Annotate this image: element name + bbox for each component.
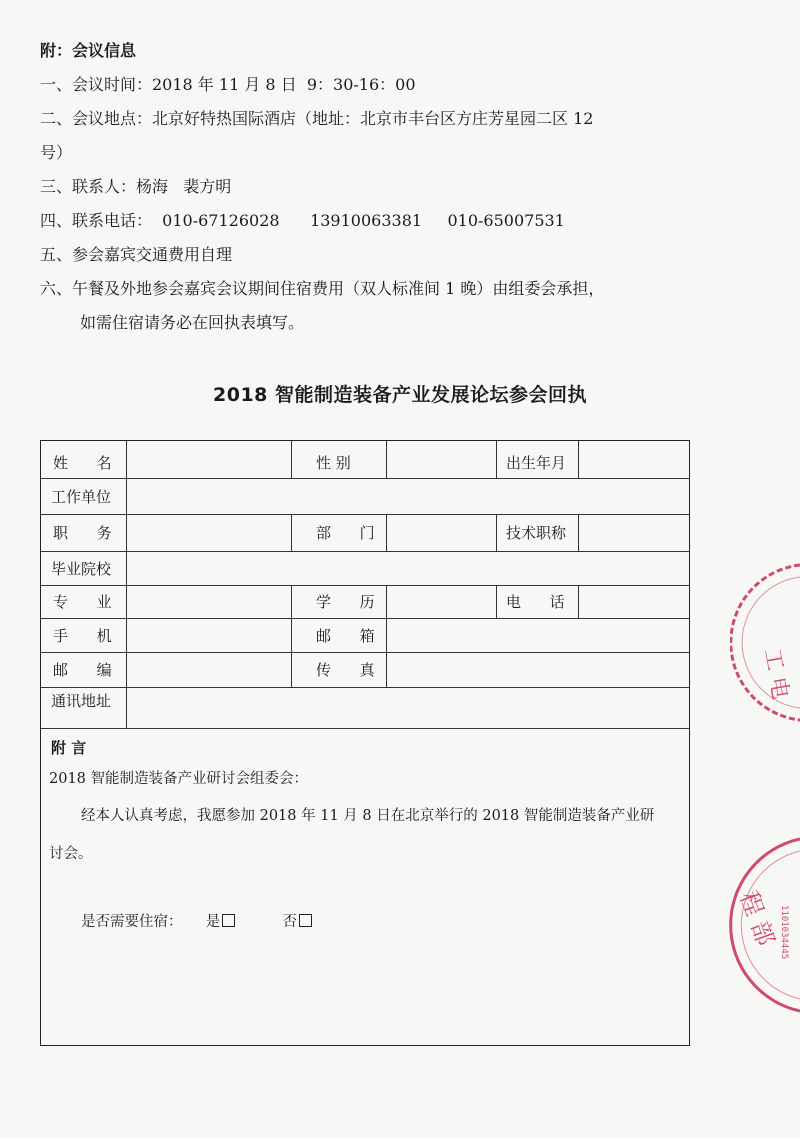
info-contacts: 三、联系人：杨海 裴方明 <box>40 177 232 196</box>
fuyan-addressee: 2018 智能制造装备产业研讨会组委会： <box>49 771 309 787</box>
lodging-yes-label: 是 <box>205 914 221 930</box>
row-divider <box>41 728 689 729</box>
label-phone: 电 话 <box>506 593 565 611</box>
address-field[interactable] <box>127 687 689 728</box>
label-position: 职 务 <box>53 524 112 542</box>
label-postcode: 邮 编 <box>53 661 112 679</box>
col-divider <box>496 514 497 551</box>
info-time: 一、会议时间：2018 年 11 月 8 日 9：30-16：00 <box>40 75 416 94</box>
lodging-yes-checkbox[interactable] <box>222 914 235 927</box>
seal-number: 1101034445 <box>779 905 789 960</box>
meeting-info <box>40 34 760 340</box>
fuyan-heading: 附 言 <box>51 739 87 757</box>
col-divider <box>291 514 292 551</box>
red-seal-stamp-bottom <box>700 835 800 1015</box>
label-address: 通讯地址 <box>51 692 112 710</box>
col-divider <box>496 585 497 618</box>
gender-field[interactable] <box>387 441 496 478</box>
work-unit-field[interactable] <box>127 478 689 514</box>
info-travel: 五、参会嘉宾交通费用自理 <box>40 245 233 264</box>
fuyan-body-line1: 经本人认真考虑，我愿参加 2018 年 11 月 8 日在北京举行的 2018 智能制造装备产业研 <box>81 808 655 824</box>
label-school: 毕业院校 <box>51 560 112 578</box>
name-field[interactable] <box>127 441 291 478</box>
form-title: 2018 智能制造装备产业发展论坛参会回执 <box>213 384 587 406</box>
label-name: 姓 名 <box>53 454 112 472</box>
info-lodging-cont: 如需住宿请务必在回执表填写。 <box>80 313 305 332</box>
info-phones: 四、联系电话： 010-67126028 13910063381 010-65007531 <box>40 211 565 230</box>
department-field[interactable] <box>387 514 496 551</box>
label-major: 专 业 <box>53 593 112 611</box>
email-field[interactable] <box>387 618 689 652</box>
registration-form <box>40 440 690 1046</box>
lodging-no-label: 否 <box>282 914 297 930</box>
postcode-field[interactable] <box>127 652 291 687</box>
red-seal-stamp-top <box>730 555 800 730</box>
label-education: 学 历 <box>316 593 375 611</box>
position-field[interactable] <box>127 514 291 551</box>
birth-date-field[interactable] <box>579 441 689 478</box>
fax-field[interactable] <box>387 652 689 687</box>
phone-field[interactable] <box>579 585 689 618</box>
fuyan-body-line2: 讨会。 <box>49 846 93 862</box>
label-mobile: 手 机 <box>53 627 112 645</box>
lodging-question <box>81 909 312 935</box>
tech-title-field[interactable] <box>579 514 689 551</box>
label-tech-title: 技术职称 <box>506 524 567 542</box>
info-heading: 附：会议信息 <box>40 41 137 60</box>
col-divider <box>291 585 292 687</box>
label-fax: 传 真 <box>316 661 375 679</box>
label-email: 邮 箱 <box>316 627 375 645</box>
school-field[interactable] <box>127 551 689 585</box>
seal-text: 工 电 <box>759 646 793 702</box>
education-field[interactable] <box>387 585 496 618</box>
mobile-field[interactable] <box>127 618 291 652</box>
major-field[interactable] <box>127 585 291 618</box>
label-gender: 性 别 <box>316 454 351 472</box>
lodging-no-checkbox[interactable] <box>299 914 312 927</box>
label-department: 部 门 <box>316 524 375 542</box>
label-birth: 出生年月 <box>506 454 567 472</box>
label-work-unit: 工作单位 <box>51 488 112 506</box>
info-venue-cont: 号） <box>40 143 73 162</box>
col-divider <box>496 441 497 478</box>
lodging-question-label: 是否需要住宿： <box>81 914 183 930</box>
seal-text: 程 部 <box>734 887 780 950</box>
col-divider <box>291 441 292 478</box>
info-venue: 二、会议地点：北京好特热国际酒店（地址：北京市丰台区方庄芳星园二区 12 <box>40 109 594 128</box>
info-lodging: 六、午餐及外地参会嘉宾会议期间住宿费用（双人标准间 1 晚）由组委会承担， <box>40 279 605 298</box>
